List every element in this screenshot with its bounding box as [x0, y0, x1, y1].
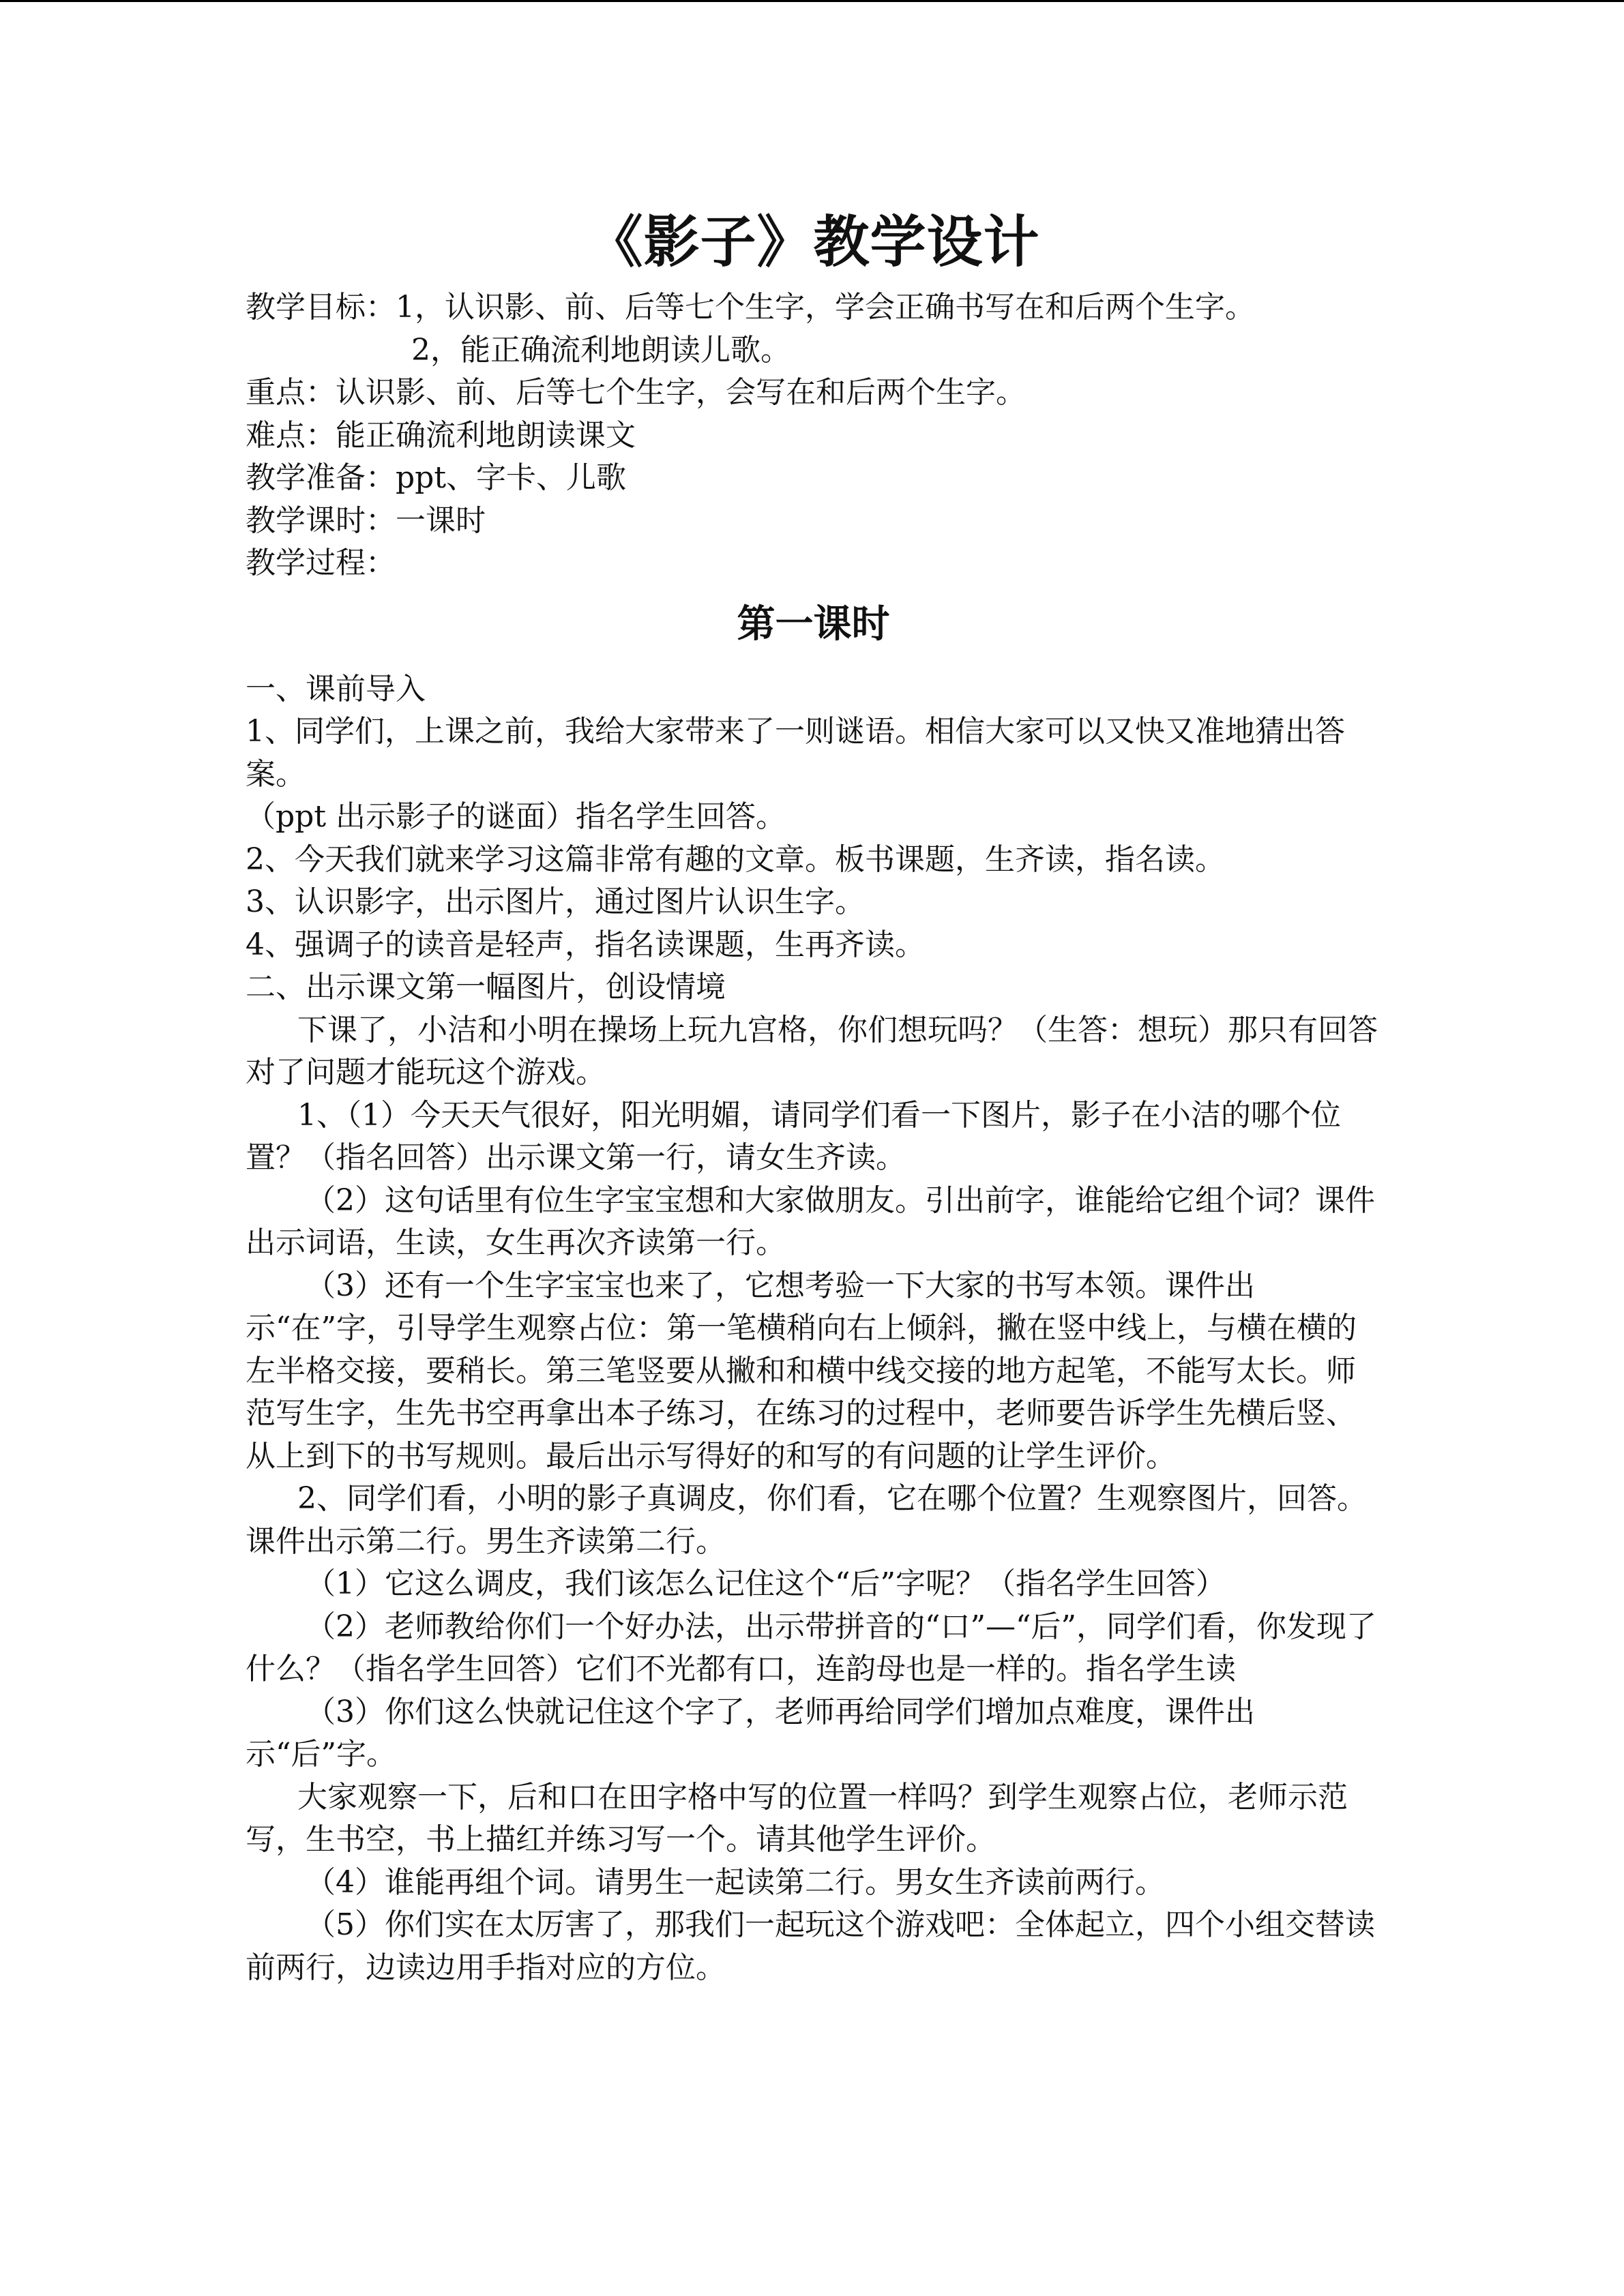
step-2: 2、同学们看，小明的影子真调皮，你们看，它在哪个位置？生观察图片，回答。课件出示第二行。男生齐读第二行。 — [246, 1481, 1367, 1559]
step-1-part-2: （2）这句话里有位生字宝宝想和大家做朋友。引出前字，谁能给它组个词？课件出示词语，生读，女生再次齐读第一行。 — [246, 1182, 1375, 1260]
teaching-process-label: 教学过程： — [246, 546, 396, 580]
scenario-intro: 下课了，小洁和小明在操场上玩九宫格，你们想玩吗？（生答：想玩）那只有回答对了问题才能玩这个游戏。 — [246, 1012, 1378, 1090]
section-heading-intro: 一、课前导入 — [246, 671, 426, 706]
section-heading-picture: 二、出示课文第一幅图片，创设情境 — [246, 970, 726, 1004]
intro-step-1: 1、同学们，上课之前，我给大家带来了一则谜语。相信大家可以又快又准地猜出答案。 — [246, 714, 1345, 792]
step-1-part-1: 1、（1）今天天气很好，阳光明媚，请同学们看一下图片，影子在小洁的哪个位置？（指名回答）出示课文第一行，请女生齐读。 — [246, 1097, 1341, 1175]
step-2-part-2: （2）老师教给你们一个好办法，出示带拼音的“口”—“后”，同学们看，你发现了什么？（指名学生回答）它们不光都有口，连韵母也是一样的。指名学生读 — [246, 1609, 1376, 1686]
document-title: 《影子》教学设计 — [587, 209, 1040, 275]
document-page — [246, 199, 1381, 1989]
step-2-observation: 大家观察一下，后和口在田字格中写的位置一样吗？到学生观察占位，老师示范写，生书空，书上描红并练习写一个。请其他学生评价。 — [246, 1779, 1348, 1857]
intro-step-4: 4、强调子的读音是轻声，指名读课题，生再齐读。 — [246, 927, 925, 962]
lesson-heading: 第一课时 — [737, 601, 890, 646]
intro-step-3: 3、认识影字，出示图片，通过图片认识生字。 — [246, 884, 865, 919]
key-point: 重点：认识影、前、后等七个生字，会写在和后两个生字。 — [246, 375, 1026, 410]
teaching-preparation: 教学准备：ppt、字卡、儿歌 — [246, 460, 627, 495]
teaching-duration: 教学课时：一课时 — [246, 503, 486, 538]
teaching-goal-2: 2，能正确流利地朗读儿歌。 — [411, 332, 791, 368]
step-2-part-5: （5）你们实在太厉害了，那我们一起玩这个游戏吧：全体起立，四个小组交替读前两行，边读边用手指对应的方位。 — [246, 1907, 1375, 1985]
step-2-part-4: （4）谁能再组个词。请男生一起读第二行。男女生齐读前两行。 — [306, 1864, 1165, 1900]
intro-step-1-note: （ppt 出示影子的谜面）指名学生回答。 — [246, 799, 786, 834]
page-top-border — [0, 0, 1624, 2]
teaching-goal-1: 教学目标：1，认识影、前、后等七个生字，学会正确书写在和后两个生字。 — [246, 290, 1255, 325]
step-2-part-1: （1）它这么调皮，我们该怎么记住这个“后”字呢？（指名学生回答） — [306, 1566, 1226, 1601]
difficulty: 难点：能正确流利地朗读课文 — [246, 417, 636, 453]
step-2-part-3: （3）你们这么快就记住这个字了，老师再给同学们增加点难度，课件出示“后”字。 — [246, 1694, 1255, 1772]
step-1-part-3: （3）还有一个生字宝宝也来了，它想考验一下大家的书写本领。课件出示“在”字，引导学生观察占位：第一笔横稍向右上倾斜，撇在竖中线上，与横在横的左半格交接，要稍长。第三笔竖要从撇和和横中线交接的地方起笔，不能写太长。师范写生字，生先书空再拿出本子练习，在练习的过程中，老师要告诉学生先横后竖、从上到下的书写规则。最后出示写得好的和写的有问题的让学生评价。 — [246, 1268, 1357, 1474]
intro-step-2: 2、今天我们就来学习这篇非常有趣的文章。板书课题，生齐读，指名读。 — [246, 841, 1225, 877]
